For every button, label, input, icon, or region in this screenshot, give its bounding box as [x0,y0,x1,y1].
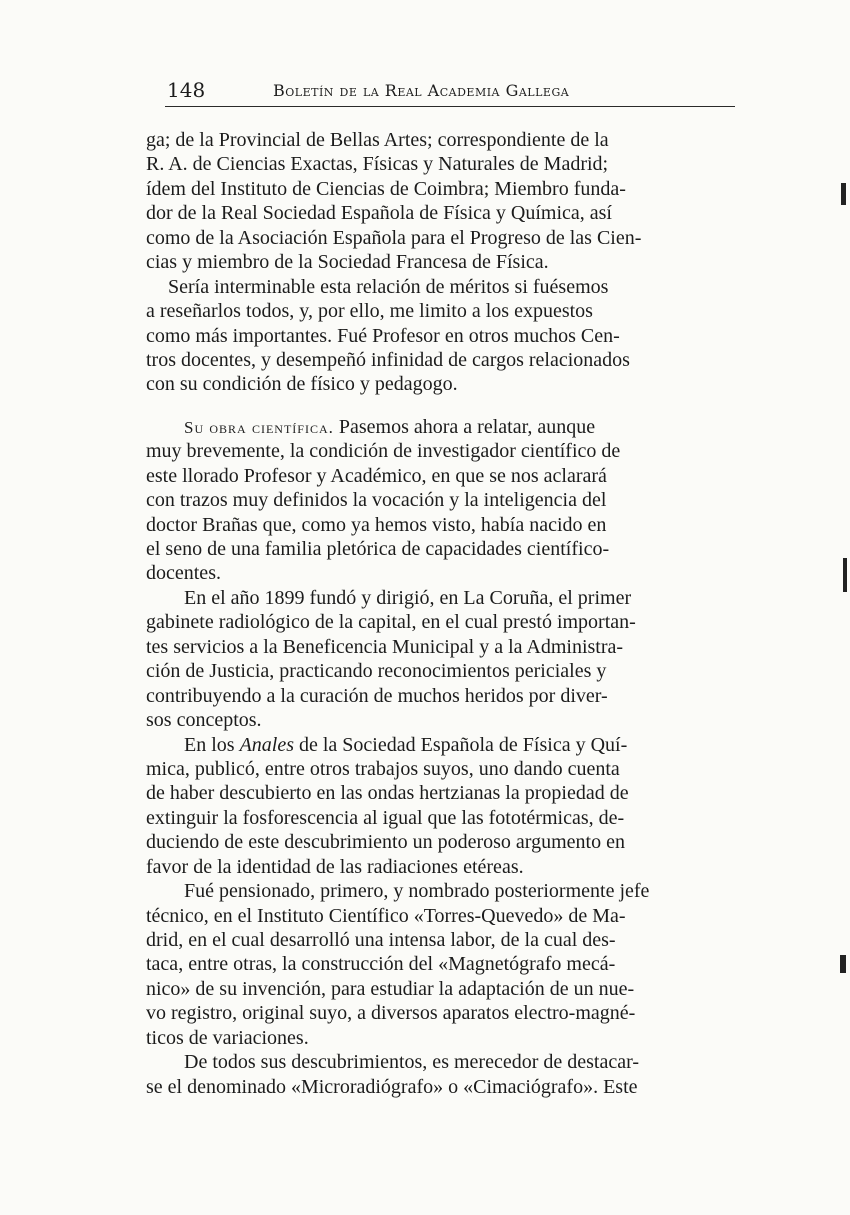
text-line: contribuyendo a la curación de muchos heridos por diver- [146,684,608,707]
text-line: nico» de su invención, para estudiar la adaptación de un nue- [146,977,635,1000]
text-line: mica, publicó, entre otros trabajos suyos, uno dando cuenta [146,757,620,780]
text-line: ga; de la Provincial de Bellas Artes; correspondiente de la [146,129,609,151]
page-header [165,78,735,107]
text-line: taca, entre otras, la construcción del «Magnetógrafo mecá- [146,953,616,976]
text-line: con su condición de físico y pedagogo. [146,373,458,396]
text-line: tros docentes, y desempeñó infinidad de cargos relacionados [146,348,630,371]
text-line: muy brevemente, la condición de investigador científico de [146,440,621,463]
scan-edge-mark [843,558,847,592]
section-first-line-text: Pasemos ahora a relatar, aunque [338,415,596,438]
text-line: este llorado Profesor y Académico, en que se nos aclarará [146,464,607,487]
scan-edge-mark [841,183,846,205]
text-line: como de la Asociación Española para el Progreso de las Cien- [146,226,642,249]
text-line: técnico, en el Instituto Científico «Torres-Quevedo» de Ma- [146,904,626,927]
text-line: a reseñarlos todos, y, por ello, me limito a los expuestos [146,300,593,323]
text-line [146,733,734,757]
text-line: de haber descubierto en las ondas hertzianas la propiedad de [146,782,629,805]
scan-edge-mark [840,955,846,973]
text-line: ticos de variaciones. [146,1026,309,1049]
text-segment: de la Sociedad Española de Física y Quí- [294,733,628,756]
text-line: con trazos muy definidos la vocación y la inteligencia del [146,489,607,512]
text-line: R. A. de Ciencias Exactas, Físicas y Naturales de Madrid; [146,153,609,176]
section-gap [146,397,734,415]
text-line: docentes. [146,562,221,585]
running-title: Boletín de la Real Academia Gallega [273,81,570,100]
text-line: Sería interminable esta relación de méritos si fuésemos [168,275,609,298]
text-line: ción de Justicia, practicando reconocimientos periciales y [146,660,607,683]
text-line: vo registro, original suyo, a diversos aparatos electro-magné- [146,1002,636,1025]
section-first-line [146,415,734,439]
text-line: se el denominado «Microradiógrafo» o «Cimaciógrafo». Este [146,1075,638,1098]
text-line: doctor Brañas que, como ya hemos visto, había nacido en [146,513,607,536]
journal-title: Anales [239,733,294,756]
text-line: drid, en el cual desarrolló una intensa labor, de la cual des- [146,929,616,951]
text-segment: En los [184,733,240,756]
text-line: cias y miembro de la Sociedad Francesa de Física. [146,251,549,274]
text-line: Fué pensionado, primero, y nombrado posteriormente jefe [184,880,650,903]
text-line: En el año 1899 fundó y dirigió, en La Coruña, el primer [184,586,632,609]
text-line: extinguir la fosforescencia al igual que las fototérmicas, de- [146,806,625,829]
text-line: dor de la Real Sociedad Española de Física y Química, así [146,202,612,225]
text-line: tes servicios a la Beneficencia Municipal y a la Administra- [146,635,624,658]
page-number: 148 [167,78,206,102]
text-line: duciendo de este descubrimiento un poderoso argumento en [146,831,625,854]
text-line: sos conceptos. [146,709,262,732]
text-line: el seno de una familia pletórica de capacidades científico- [146,538,610,560]
text-line: favor de la identidad de las radiaciones etéreas. [146,855,524,878]
text-line: De todos sus descubrimientos, es merecedor de destacar- [184,1051,639,1074]
body-text [146,128,734,1099]
text-line: ídem del Instituto de Ciencias de Coimbra; Miembro funda- [146,177,626,200]
text-line: gabinete radiológico de la capital, en el cual prestó importan- [146,611,636,634]
section-heading: Su obra científica. [184,417,334,437]
text-line: como más importantes. Fué Profesor en otros muchos Cen- [146,324,620,347]
